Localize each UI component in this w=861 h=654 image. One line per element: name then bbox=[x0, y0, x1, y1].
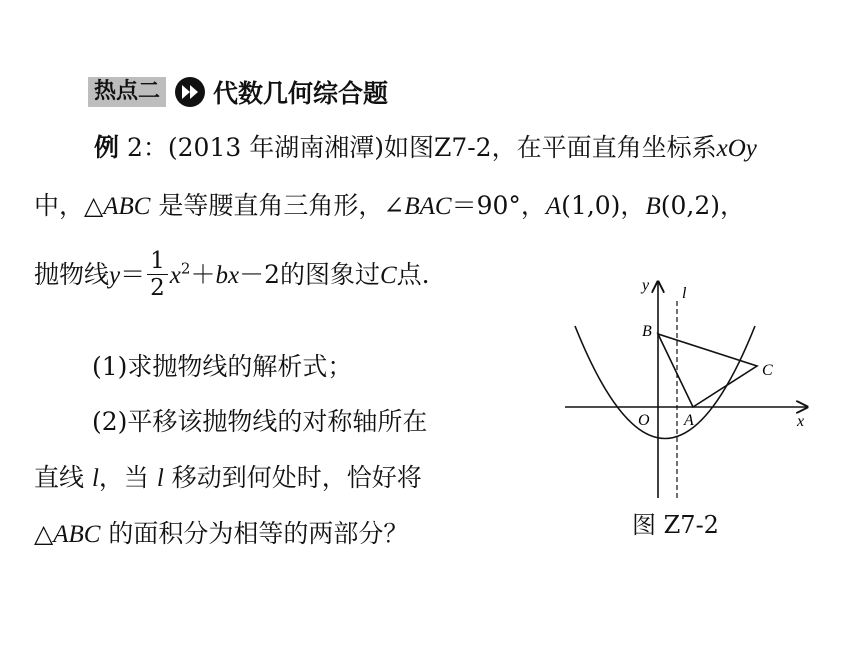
text-fragment: 直线 bbox=[34, 463, 92, 492]
x-axis-label: x bbox=[797, 413, 805, 430]
example-lead: 例 bbox=[94, 133, 120, 162]
triangle-abc bbox=[658, 334, 757, 407]
hot-topic-label: 热点二 bbox=[88, 77, 166, 107]
math-var: y bbox=[109, 262, 121, 289]
point-c-label: C bbox=[762, 362, 773, 379]
text-fragment: －2的图象过 bbox=[239, 260, 380, 289]
point-b-name: B bbox=[645, 193, 661, 220]
line-l-name: l bbox=[156, 465, 164, 492]
hot-topic-tag bbox=[88, 73, 206, 111]
math-op: ＋ bbox=[190, 260, 216, 289]
problem-line-3 bbox=[34, 250, 430, 303]
parabola bbox=[575, 326, 755, 439]
point-c-name: C bbox=[379, 262, 397, 289]
problem-line-2 bbox=[34, 190, 745, 223]
coord-system-name: xOy bbox=[716, 135, 757, 162]
question-2-line-3 bbox=[34, 518, 408, 551]
double-arrow-icon bbox=[174, 76, 206, 108]
math-var: bx bbox=[215, 262, 240, 289]
point-a-name: A bbox=[545, 193, 562, 220]
text-fragment: 的面积分为相等的两部分？ bbox=[100, 519, 409, 548]
line-l-name: l bbox=[91, 465, 99, 492]
fraction-one-half bbox=[147, 248, 168, 301]
line-l-label: l bbox=[682, 285, 687, 302]
fraction-denominator: 2 bbox=[150, 275, 165, 301]
point-b-coord: (0,2)， bbox=[660, 191, 745, 220]
point-a-coord: (1,0)， bbox=[561, 191, 646, 220]
point-a-label: A bbox=[684, 412, 694, 429]
text-fragment: 中，△ bbox=[34, 191, 104, 220]
problem-line-1 bbox=[94, 132, 757, 165]
section-title: 代数几何综合题 bbox=[213, 79, 389, 108]
origin-label: O bbox=[638, 412, 650, 429]
example-source: 2：(2013 年湖南湘潭)如图Z7-2，在平面直角坐标系 bbox=[126, 133, 717, 162]
question-1: (1)求抛物线的解析式； bbox=[92, 352, 353, 381]
angle-name: BAC bbox=[404, 193, 452, 220]
text-fragment: 是等腰直角三角形，∠ bbox=[150, 191, 405, 220]
coordinate-figure bbox=[565, 276, 815, 501]
triangle-name: ABC bbox=[103, 193, 151, 220]
fraction-numerator: 1 bbox=[147, 248, 168, 275]
triangle-name: ABC bbox=[53, 521, 101, 548]
text-fragment: ，当 bbox=[98, 463, 157, 492]
point-b-label: B bbox=[642, 323, 652, 340]
text-fragment: ＝90°， bbox=[451, 191, 546, 220]
math-var: x bbox=[169, 262, 181, 289]
text-fragment: △ bbox=[34, 519, 54, 548]
figure-caption: 图 Z7-2 bbox=[632, 511, 719, 539]
exponent: 2 bbox=[180, 259, 191, 278]
question-2-line-1: (2)平移该抛物线的对称轴所在 bbox=[92, 407, 428, 436]
math-op: ＝ bbox=[120, 260, 146, 289]
question-2-line-2 bbox=[34, 462, 422, 495]
text-fragment: 点. bbox=[396, 260, 430, 289]
text-fragment: 移动到何处时，恰好将 bbox=[163, 463, 422, 492]
text-fragment: 抛物线 bbox=[34, 260, 110, 289]
y-axis-label: y bbox=[642, 277, 650, 294]
